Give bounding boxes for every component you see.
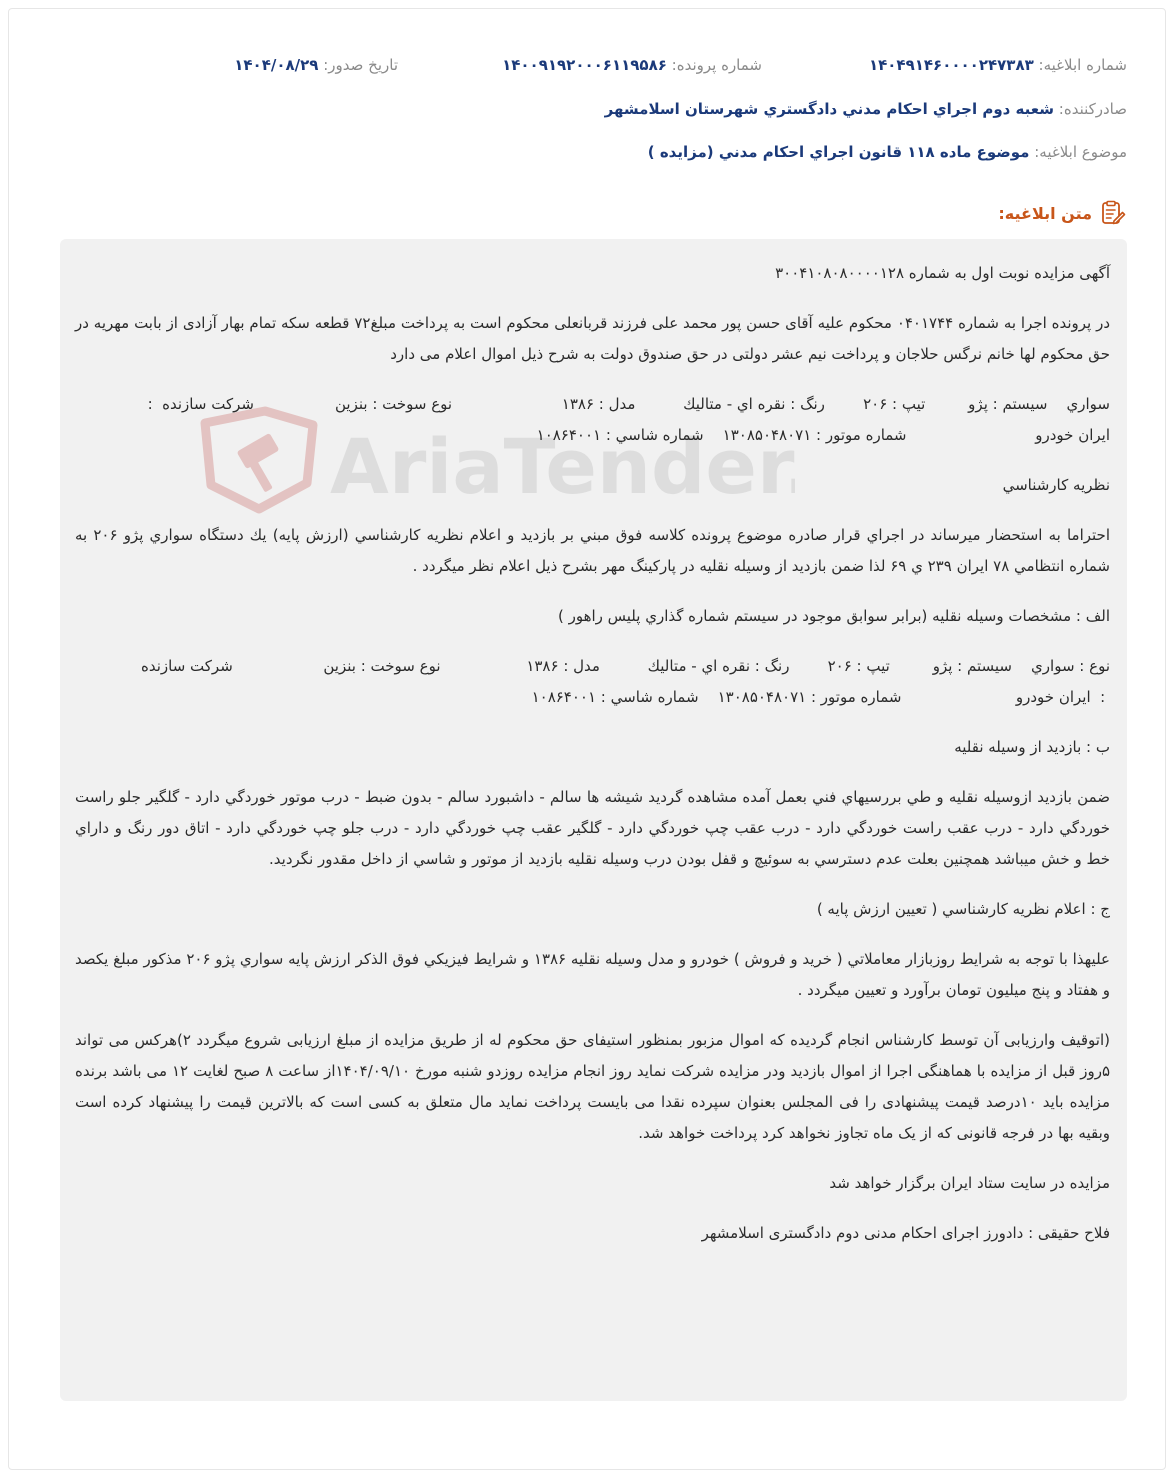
- subject-value: موضوع ماده ۱۱۸ قانون اجراي احكام مدني (مزايده ): [647, 143, 1030, 161]
- case-number: [502, 56, 762, 74]
- vehicle-record-line-2: : ايران خودرو شماره موتور : ۱۳۰۸۵۰۴۸۰۷۱ شماره شاسي : ۱۰۸۶۴۰۰۱: [531, 688, 1110, 706]
- section-b-heading: ب : بازديد از وسيله نقليه: [954, 738, 1110, 756]
- valuation-statement: عليهذا با توجه به شرايط روزبازار معاملاتي ( خريد و فروش ) خودرو و مدل وسيله نقليه ۱۳۸۶ و شرايط فيزيكي فوق الذكر ارزش پايه سواري پژو ۲۰۶ مذكور مبلغ يكصد و هفتاد و پنج ميليون تومان برآورد و تعيين ميگردد .: [75, 950, 1110, 999]
- notice-text-heading: [998, 200, 1126, 226]
- issue-date-label: تاريخ صدور:: [323, 56, 398, 74]
- auction-terms: (اتوقیف وارزیابی آن توسط کارشناس انجام گردیده که اموال مزبور بمنظور استیفای حق محکوم له از طریق مزایده از مبلغ ارزیابی شروع میگردد ۲)هرکس می تواند ۵روز قبل از مزایده با هماهنگی اجرا از اموال بازدید ودر مزایده شرکت نماید روز انجام مزایده روزدو شنبه مورخ ۱۴۰۴/۰۹/۱۰از ساعت ۸ صبح لغایت ۱۲ می باشد برنده مزایده باید ۱۰درصد قیمت پیشنهادی را فی المجلس بعنوان سپرده نقدا می بایست پرداخت نماید مال متعلق به کسی است که بالاترین قیمت را پیشنهاد کرده است وبقیه بها در فرجه قانونی که از یک ماه تجاوز نخواهد کرد پرداخت خواهد شد.: [75, 1031, 1111, 1142]
- notice-body: [75, 258, 1110, 1249]
- expert-opinion-heading: نظريه كارشناسي: [1002, 476, 1110, 494]
- inspection-details: ضمن بازديد ازوسيله نقليه و طي بررسيهاي فني بعمل آمده مشاهده گرديد شيشه ها سالم - داشبورد سالم - بدون ضبط - درب موتور خوردگي دارد - گلگير جلو راست خوردگي دارد - درب عقب راست خوردگي دارد - درب عقب چپ خوردگي دارد - گلگير عقب چپ خوردگي دارد - درب جلو چپ خوردگي دارد - اتاق دور رنگ و داراي خط و خش ميباشد همچنين بعلت عدم دسترسي به سوئيچ و قفل بودن درب وسيله نقليه بازديد از موتور و شاسي از داخل مقدور نگرديد.: [75, 788, 1110, 868]
- issuer-value: شعبه دوم اجراي احكام مدني دادگستري شهرستان اسلامشهر: [604, 100, 1054, 118]
- section-a-heading: الف : مشخصات وسيله نقليه (برابر سوابق موجود در سيستم شماره گذاري پليس راهور ): [557, 607, 1110, 625]
- issue-date-value: ۱۴۰۴/۰۸/۲۹: [234, 56, 319, 74]
- vehicle-spec-line-1: سواري سيستم : پژو تيپ : ۲۰۶ رنگ : نقره اي - متاليك مدل : ۱۳۸۶ نوع سوخت : بنزين شركت سازنده :: [147, 395, 1110, 413]
- vehicle-record-line-1: نوع : سواري سيستم : پژو تيپ : ۲۰۶ رنگ : نقره اي - متاليك مدل : ۱۳۸۶ نوع سوخت : بنزين شركت سازنده: [141, 657, 1110, 675]
- section-c-heading: ج : اعلام نظريه كارشناسي ( تعيين ارزش پايه ): [816, 900, 1110, 918]
- watermark-text: AriaTender: [330, 422, 784, 511]
- subject-label: موضوع ابلاغيه:: [1034, 143, 1127, 161]
- issuer: [605, 100, 1127, 118]
- notice-text-title: متن ابلاغيه:: [998, 203, 1092, 223]
- auction-venue: مزایده در سایت ستاد ایران برگزار خواهد شد: [829, 1174, 1110, 1192]
- signature-line: فلاح حقیقی : دادورز اجرای احکام مدنی دوم دادگستری اسلامشهر: [701, 1224, 1110, 1242]
- notice-number-label: شماره ابلاغيه:: [1038, 56, 1127, 74]
- issue-date: [234, 56, 398, 74]
- vehicle-spec-line-2: ايران خودرو شماره موتور : ۱۳۰۸۵۰۴۸۰۷۱ شماره شاسي : ۱۰۸۶۴۰۰۱: [536, 426, 1110, 444]
- case-number-label: شماره پرونده:: [671, 56, 762, 74]
- notice-number-value: ۱۴۰۴۹۱۴۶۰۰۰۰۲۴۷۳۸۳: [868, 56, 1034, 74]
- expert-intro: احتراما به استحضار ميرساند در اجراي قرار صادره موضوع پرونده كلاسه فوق مبني بر بازديد و اعلام نظريه كارشناسي (ارزش پايه) يك دستگاه سواري پژو ۲۰۶ به شماره انتظامي ۷۸ ايران ۲۳۹ ي ۶۹ لذا ضمن بازديد از وسيله نقليه در پاركينگ مهر بشرح ذيل اعلام نظر ميگردد .: [75, 526, 1110, 575]
- case-number-value: ۱۴۰۰۹۱۹۲۰۰۰۶۱۱۹۵۸۶: [502, 56, 667, 74]
- issuer-label: صادرکننده:: [1058, 100, 1127, 118]
- subject: [648, 143, 1127, 161]
- auction-title: آگهی مزایده نوبت اول به شماره ۳۰۰۴۱۰۸۰۸۰۰۰۰۱۲۸: [775, 264, 1110, 282]
- document-edit-icon: [1100, 200, 1126, 226]
- case-summary: در پرونده اجرا به شماره ۰۴۰۱۷۴۴ محکوم علیه آقای حسن پور محمد علی فرزند قربانعلی محکوم است به پرداخت مبلغ۷۲ قطعه سکه تمام بهار آزادی از بابت مهریه در حق محکوم لها خانم نرگس حلاجان و پرداخت نیم عشر دولتی در حق صندوق دولت به شرح ذیل اموال اعلام می دارد: [75, 314, 1111, 363]
- notice-number: [869, 56, 1127, 74]
